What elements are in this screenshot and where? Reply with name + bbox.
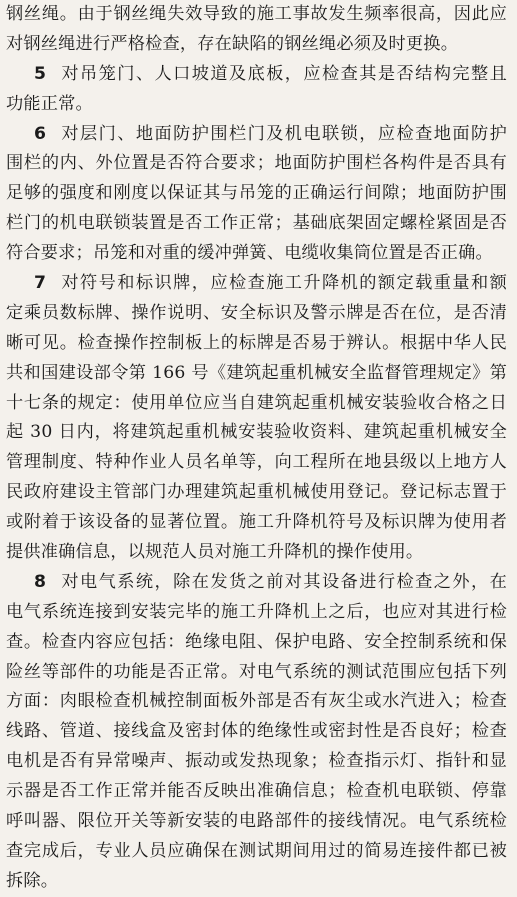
text-line: 对钢丝绳进行严格检查，存在缺陷的钢丝绳必须及时更换。 xyxy=(6,33,459,54)
paragraph-number: 6 xyxy=(34,123,47,144)
text-span: 对符号和标识牌，应检查施工升降机的额定载重量和额 xyxy=(60,273,507,294)
text-line: 或附着于该设备的显著位置。施工升降机符号及标识牌为使用者 xyxy=(6,512,507,533)
paragraph-number: 8 xyxy=(34,571,47,592)
text-line: 电机是否有异常噪声、振动或发热现象；检查指示灯、指针和显 xyxy=(6,751,507,772)
text-line: 起 30 日内，将建筑起重机械安装验收资料、建筑起重机械安全 xyxy=(6,422,507,443)
paragraph-6 xyxy=(6,120,507,269)
text-line: 提供准确信息，以规范人员对施工升降机的操作使用。 xyxy=(6,542,424,563)
text-span: 对电气系统，除在发货之前对其设备进行检查之外，在 xyxy=(60,571,507,592)
text-span: 对层门、地面防护围栏门及机电联锁，应检查地面防护 xyxy=(60,123,507,144)
text-line: 钢丝绳。由于钢丝绳失效导致的施工事故发生频率很高，因此应 xyxy=(6,4,507,24)
text-line xyxy=(6,568,507,598)
text-line xyxy=(6,60,507,90)
text-line: 功能正常。 xyxy=(6,93,93,114)
text-line: 符合要求；吊笼和对重的缓冲弹簧、电缆收集筒位置是否正确。 xyxy=(6,243,493,264)
text-line: 呼叫器、限位开关等新安装的电路部件的接线情况。电气系统检 xyxy=(6,811,507,832)
text-line: 晰可见。检查操作控制板上的标牌是否易于辨认。根据中华人民 xyxy=(6,332,507,353)
text-line: 电气系统连接到安装完毕的施工升降机上之后，也应对其进行检 xyxy=(6,601,507,622)
paragraph-number: 7 xyxy=(34,273,47,294)
paragraph-continuation xyxy=(6,0,507,60)
paragraph-7 xyxy=(6,269,507,568)
text-line: 线路、管道、接线盒及密封体的绝缘性或密封性是否良好；检查 xyxy=(6,721,507,742)
text-line: 共和国建设部令第 166 号《建筑起重机械安全监督管理规定》第 xyxy=(6,362,507,383)
text-line: 围栏的内、外位置是否符合要求；地面防护围栏各构件是否具有 xyxy=(6,153,507,174)
text-line xyxy=(6,269,507,299)
text-line xyxy=(6,120,507,150)
paragraph-8 xyxy=(6,568,507,897)
text-line: 栏门的机电联锁装置是否工作正常；基础底架固定螺栓紧固是否 xyxy=(6,213,507,234)
text-line: 示器是否工作正常并能否反映出准确信息；检查机电联锁、停靠 xyxy=(6,781,507,802)
text-line: 查。检查内容应包括：绝缘电阻、保护电路、安全控制系统和保 xyxy=(6,631,507,652)
text-line: 查完成后，专业人员应确保在测试期间用过的简易连接件都已被 xyxy=(6,840,507,861)
text-line: 方面：肉眼检查机械控制面板外部是否有灰尘或水汽进入；检查 xyxy=(6,691,507,712)
text-line: 险丝等部件的功能是否正常。对电气系统的测试范围应包括下列 xyxy=(6,661,507,682)
text-line: 足够的强度和刚度以保证其与吊笼的正确运行间隙；地面防护围 xyxy=(6,183,507,204)
text-line: 十七条的规定：使用单位应当自建筑起重机械安装验收合格之日 xyxy=(6,392,507,413)
text-line: 管理制度、特种作业人员名单等，向工程所在地县级以上地方人 xyxy=(6,452,507,473)
text-line: 民政府建设主管部门办理建筑起重机械使用登记。登记标志置于 xyxy=(6,482,507,503)
text-span: 对吊笼门、人口坡道及底板，应检查其是否结构完整且 xyxy=(60,63,507,84)
text-line: 定乘员数标牌、操作说明、安全标识及警示牌是否在位，是否清 xyxy=(6,302,507,323)
text-line: 拆除。 xyxy=(6,870,59,891)
paragraph-number: 5 xyxy=(34,63,47,84)
paragraph-5 xyxy=(6,60,507,120)
